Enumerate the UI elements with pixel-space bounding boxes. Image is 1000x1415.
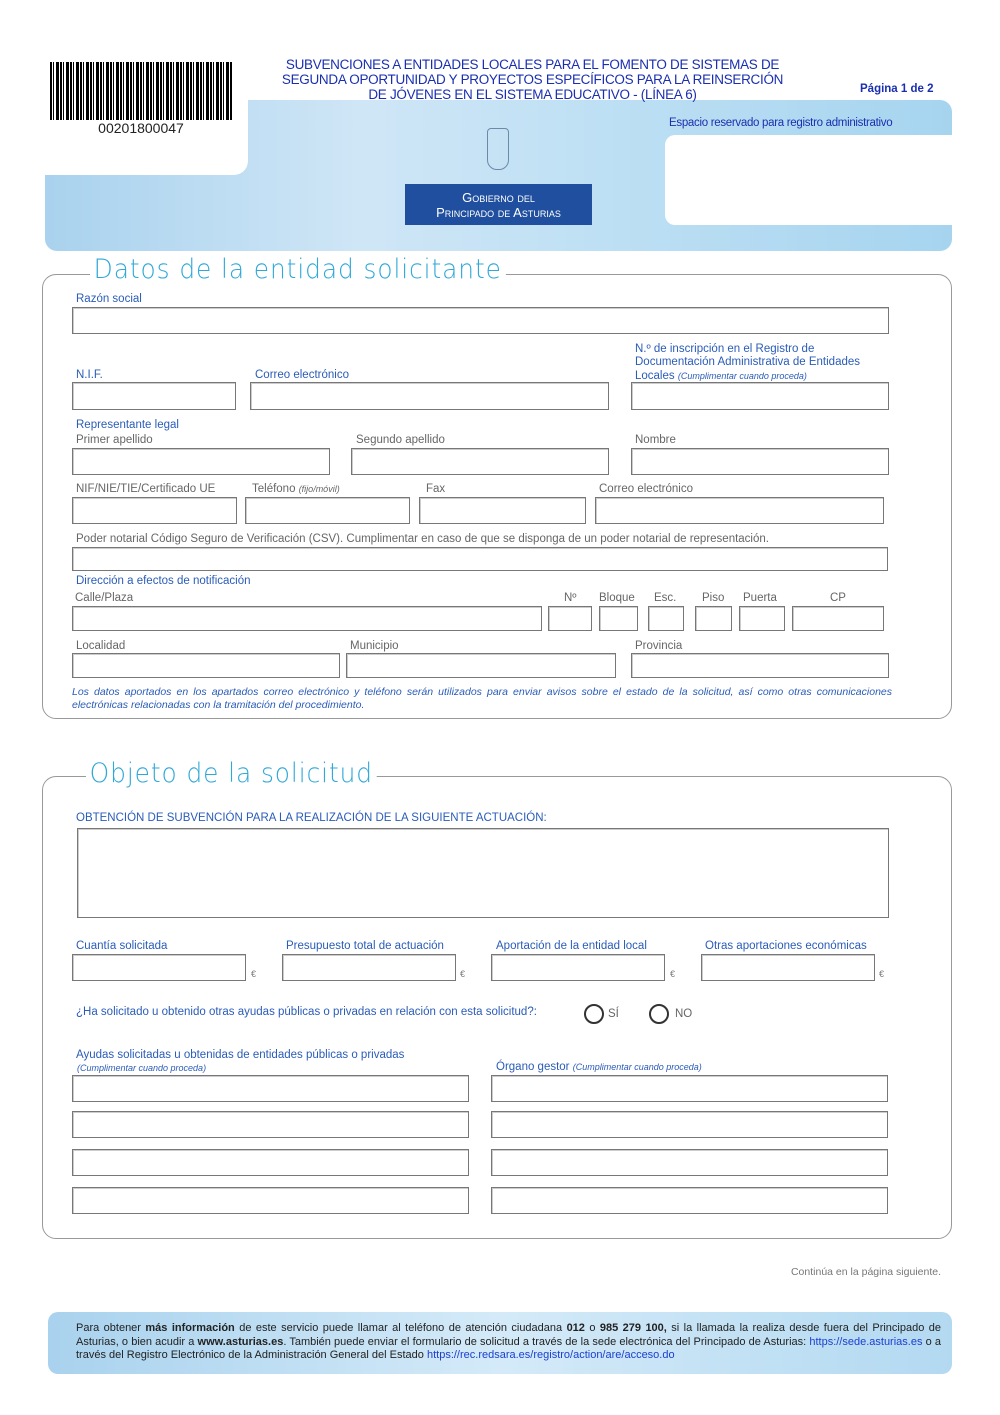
form-title (260, 57, 805, 102)
razon-social-input[interactable] (72, 307, 889, 334)
label: Aportación de la entidad local (496, 940, 647, 952)
text: 012 (566, 1322, 585, 1334)
title-line: SUBVENCIONES A ENTIDADES LOCALES PARA EL FOMENTO DE SISTEMAS DE (285, 57, 780, 72)
text: 985 279 100, (599, 1322, 667, 1334)
primer-apellido-input[interactable] (72, 448, 330, 475)
privacy-note: Los datos aportados en los apartados correo electrónico y teléfono serán utilizados para enviar avisos sobre el estado de la solicitud, así como otras comunicaciones electrónicas relacionadas con la tramitación del procedimiento. (72, 686, 892, 711)
text: si la llamada la realiza desde fuera del Principado de Asturias, o bien acudir a (76, 1322, 941, 1348)
nombre-input[interactable] (631, 448, 889, 475)
registro-area (665, 135, 952, 225)
label: OBTENCIÓN DE SUBVENCIÓN PARA LA REALIZACIÓN DE LA SIGUIENTE ACTUACIÓN: (76, 812, 547, 824)
municipio-input[interactable] (346, 653, 616, 678)
label: NIF/NIE/TIE/Certificado UE (76, 483, 216, 495)
presupuesto-input[interactable] (282, 954, 456, 981)
ayuda-input[interactable] (72, 1075, 469, 1102)
aportacion-input[interactable] (491, 954, 665, 981)
organo-input[interactable] (491, 1075, 888, 1102)
label: Dirección a efectos de notificación (76, 575, 251, 587)
ayuda-input[interactable] (72, 1187, 469, 1214)
barcode (50, 62, 232, 120)
piso-input[interactable] (695, 606, 732, 631)
poder-csv-input[interactable] (72, 547, 888, 571)
gobierno-logo (405, 184, 592, 225)
label-line: Locales (635, 369, 675, 382)
actuacion-textarea[interactable] (77, 828, 889, 918)
label: Ayudas solicitadas u obtenidas de entidades públicas o privadas (76, 1049, 405, 1061)
page-number: Página 1 de 2 (860, 83, 934, 95)
label: Segundo apellido (356, 434, 445, 446)
organo-input[interactable] (491, 1111, 888, 1138)
nif-nie-input[interactable] (72, 497, 237, 524)
label: CP (830, 592, 846, 604)
provincia-input[interactable] (631, 653, 889, 678)
continua-label: Continúa en la página siguiente. (790, 1266, 941, 1278)
cp-input[interactable] (792, 606, 884, 631)
label: Piso (702, 592, 725, 604)
label-text: Teléfono (252, 483, 296, 495)
radio-no[interactable] (649, 1004, 669, 1024)
ayuda-input[interactable] (72, 1111, 469, 1138)
label-line: Documentación Administrativa de Entidades (635, 356, 861, 369)
text: o (584, 1322, 600, 1334)
question: ¿Ha solicitado u obtenido otras ayudas públicas o privadas en relación con esta solicitud?: (76, 1006, 537, 1018)
radio-si[interactable] (584, 1004, 604, 1024)
title-line: DE JÓVENES EN EL SISTEMA EDUCATIVO - (LÍNEA 6) (368, 87, 697, 102)
footer-text (76, 1322, 941, 1363)
ayuda-input[interactable] (72, 1149, 469, 1176)
text: más información (145, 1322, 235, 1334)
label: Municipio (350, 640, 399, 652)
label: Provincia (635, 640, 683, 652)
label (252, 483, 340, 495)
label: Razón social (76, 293, 142, 305)
fax-input[interactable] (419, 497, 586, 524)
puerta-input[interactable] (739, 606, 785, 631)
radio-label: NO (675, 1008, 693, 1020)
text: de este servicio puede llamar al teléfono de atención ciudadana (234, 1322, 567, 1334)
label: Otras aportaciones económicas (705, 940, 867, 952)
sede-link[interactable]: https://sede.asturias.es (809, 1335, 923, 1348)
note: (Cumplimentar cuando proceda) (677, 370, 807, 381)
correo-rep-input[interactable] (595, 497, 884, 524)
organo-input[interactable] (491, 1149, 888, 1176)
currency: € (879, 969, 885, 979)
numero-input[interactable] (548, 606, 592, 631)
localidad-input[interactable] (72, 653, 340, 678)
label: Nº (564, 592, 577, 604)
radio-label: SÍ (608, 1008, 619, 1020)
label: Nombre (635, 434, 676, 446)
currency: € (460, 969, 466, 979)
label: Correo electrónico (599, 483, 693, 495)
text: www.asturias.es (197, 1335, 284, 1348)
logo-line: Gobierno del (462, 190, 535, 205)
correo-input[interactable] (250, 382, 609, 410)
barcode-number: 00201800047 (50, 120, 232, 136)
organo-input[interactable] (491, 1187, 888, 1214)
segundo-apellido-input[interactable] (351, 448, 609, 475)
note: (Cumplimentar cuando proceda) (572, 1062, 702, 1072)
currency: € (670, 969, 676, 979)
redsara-link[interactable]: https://rec.redsara.es/registro/action/are/acceso.do (426, 1349, 675, 1361)
label: Esc. (654, 592, 677, 604)
registro-input[interactable] (631, 382, 889, 410)
label: Poder notarial Código Seguro de Verificación (CSV). Cumplimentar en caso de que se disponga de un poder notarial de representación. (76, 533, 769, 545)
label-text: Órgano gestor (496, 1061, 570, 1073)
logo-line: Principado de Asturias (436, 205, 561, 220)
label: Calle/Plaza (75, 592, 134, 604)
label (635, 343, 860, 383)
label-line: N.º de inscripción en el Registro de (635, 343, 815, 355)
calle-input[interactable] (72, 606, 542, 631)
label: Representante legal (76, 419, 179, 431)
label: Bloque (599, 592, 635, 604)
label: Localidad (76, 640, 126, 652)
section-title: Datos de la entidad solicitante (90, 254, 506, 285)
label: Presupuesto total de actuación (286, 940, 444, 952)
label: Correo electrónico (255, 369, 349, 381)
nif-input[interactable] (72, 382, 236, 410)
otras-input[interactable] (701, 954, 875, 981)
telefono-input[interactable] (245, 497, 410, 524)
note: (Cumplimentar cuando proceda) (77, 1063, 207, 1073)
bloque-input[interactable] (599, 606, 638, 631)
cuantia-input[interactable] (72, 954, 246, 981)
label: N.I.F. (76, 369, 103, 381)
coat-of-arms-icon (487, 128, 509, 170)
label: Primer apellido (76, 434, 153, 446)
label: Fax (426, 483, 446, 495)
footer-info (48, 1312, 952, 1374)
label (496, 1061, 702, 1073)
section-title: Objeto de la solicitud (86, 758, 377, 789)
escalera-input[interactable] (648, 606, 684, 631)
text: o a través del Registro Electrónico de la Administración General del Estado (76, 1335, 941, 1361)
title-line: SEGUNDA OPORTUNIDAD Y PROYECTOS ESPECÍFICOS PARA LA REINSERCIÓN (281, 72, 784, 87)
label: Cuantía solicitada (76, 940, 168, 952)
currency: € (251, 969, 257, 979)
text: . También puede enviar el formulario de solicitud a través de la sede electrónica del Principado de Asturias: (283, 1335, 810, 1348)
text: Para obtener (76, 1322, 146, 1334)
label: Puerta (743, 592, 777, 604)
reserved-label: Espacio reservado para registro administrativo (669, 117, 893, 129)
note: (fijo/móvil) (298, 484, 340, 494)
